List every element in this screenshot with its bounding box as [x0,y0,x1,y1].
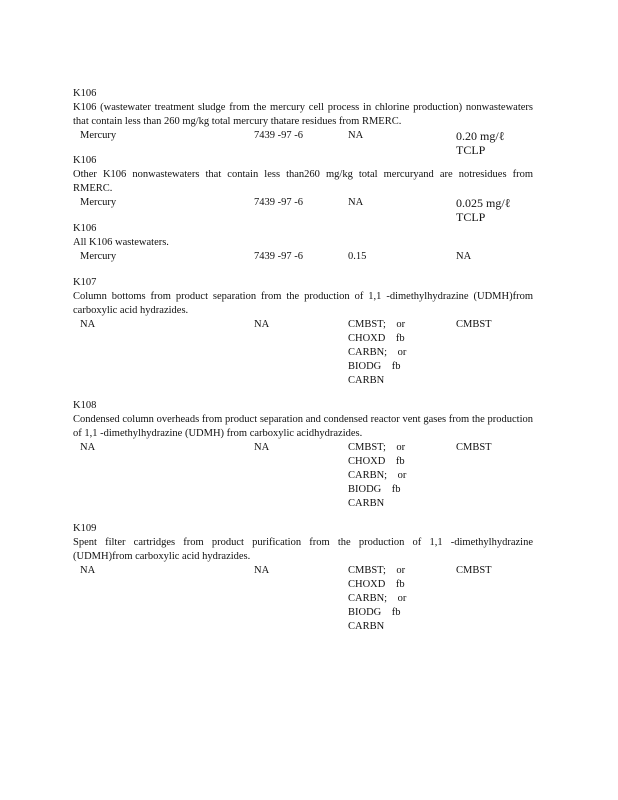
wastewater-standard: NA [348,197,364,208]
constituent-row [73,441,533,509]
waste-section-k107 [73,276,533,386]
technology-code: CMBST; or [348,319,406,330]
waste-description: Condensed column overheads from product separation and condensed reactor vent gases from the production of 1,1 -dimethylhydrazine (UDMH) from carboxylic acidhydrazides. [73,414,533,439]
nonwastewater-standard: CMBST [456,565,492,576]
waste-section-k106-wastewaters [73,222,533,264]
constituent-name: NA [80,442,96,453]
technology-code: CHOXD fb [348,456,405,467]
waste-section-k109 [73,522,533,632]
technology-code: CARBN [348,375,385,386]
technology-code: BIODG fb [348,361,401,372]
technology-code: CHOXD fb [348,333,405,344]
nonwastewater-standard: 0.025 mg/ℓ TCLP [456,196,511,224]
nonwastewater-standard: NA [456,251,472,262]
wastewater-technology-list [348,564,448,634]
cas-number: 7439 -97 -6 [254,197,303,208]
waste-description: All K106 wastewaters. [73,237,169,248]
waste-section-k106-residues [73,87,533,157]
wastewater-standard: NA [348,130,364,141]
waste-description: Other K106 nonwastewaters that contain less than260 mg/kg total mercuryand are notresidues from RMERC. [73,169,533,194]
waste-code: K106 [73,88,97,99]
nonwastewater-standard: 0.20 mg/ℓ TCLP [456,129,505,157]
cas-number: 7439 -97 -6 [254,251,303,262]
waste-code: K107 [73,277,97,288]
constituent-row [73,318,533,386]
waste-description: K106 (wastewater treatment sludge from the mercury cell process in chlorine production) nonwastewaters that contain less than 260 mg/kg total mercury thatare residues from RMERC. [73,102,533,127]
wastewater-technology-list [348,318,448,388]
waste-description: Column bottoms from product separation from the production of 1,1 -dimethylhydrazine (UDMH)from carboxylic acid hydrazides. [73,291,533,316]
wastewater-standard: 0.15 [348,251,367,262]
constituent-row [73,196,533,224]
constituent-row [73,250,533,264]
technology-code: CHOXD fb [348,579,405,590]
technology-code: CARBN; or [348,470,407,481]
technology-code: BIODG fb [348,607,401,618]
waste-section-k108 [73,399,533,509]
constituent-name: Mercury [80,251,117,262]
constituent-row [73,564,533,632]
technology-code: CARBN [348,498,385,509]
nonwastewater-standard: CMBST [456,442,492,453]
constituent-row [73,129,533,157]
waste-code: K106 [73,223,97,234]
cas-number: NA [254,442,270,453]
waste-code: K109 [73,523,97,534]
constituent-name: Mercury [80,197,117,208]
technology-code: CMBST; or [348,565,406,576]
nonwastewater-standard: CMBST [456,319,492,330]
cas-number: 7439 -97 -6 [254,130,303,141]
technology-code: CARBN; or [348,593,407,604]
technology-code: BIODG fb [348,484,401,495]
constituent-name: NA [80,319,96,330]
waste-code: K106 [73,155,97,166]
constituent-name: NA [80,565,96,576]
cas-number: NA [254,565,270,576]
constituent-name: Mercury [80,130,117,141]
waste-description: Spent filter cartridges from product purification from the production of 1,1 -dimethylhydrazine (UDMH)from carboxylic acid hydrazides. [73,537,533,562]
wastewater-technology-list [348,441,448,511]
waste-section-k106-other [73,154,533,224]
technology-code: CARBN; or [348,347,407,358]
cas-number: NA [254,319,270,330]
waste-code: K108 [73,400,97,411]
technology-code: CARBN [348,621,385,632]
technology-code: CMBST; or [348,442,406,453]
